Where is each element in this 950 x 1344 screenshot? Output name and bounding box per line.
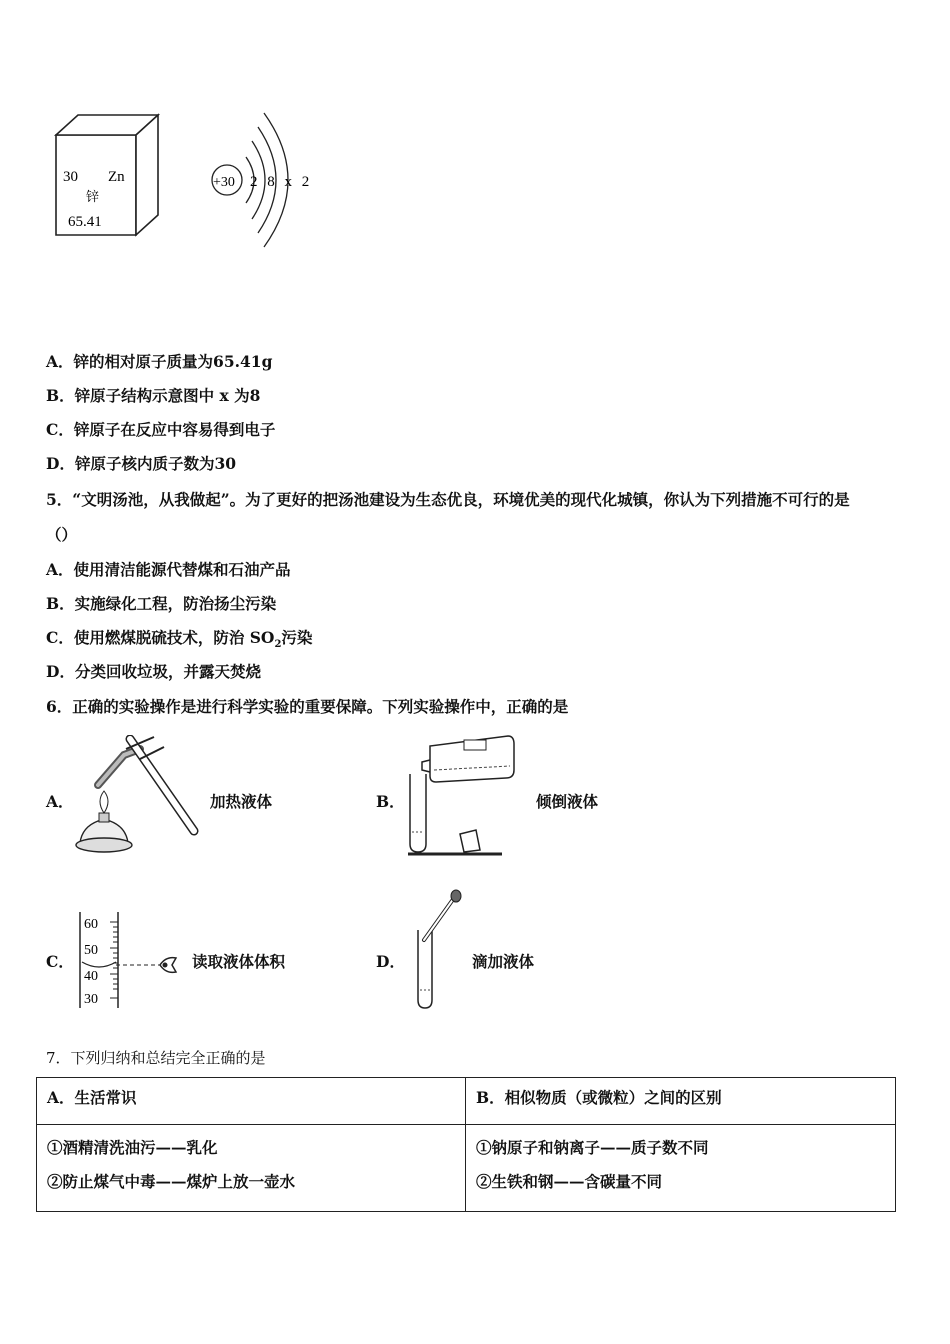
eye-icon [160,958,176,973]
q4-option-a: A．锌的相对原子质量为65.41g [46,352,273,371]
dropper-figure [410,888,470,1016]
q5-option-a: A．使用清洁能源代替煤和石油产品 [46,560,291,579]
q4-option-b: B．锌原子结构示意图中 x 为8 [46,386,261,405]
tick-30: 30 [84,992,98,1007]
q7-right-cell [466,1125,896,1212]
q7-right-item: ①钠原子和钠离子——质子数不同 [476,1138,709,1157]
q5-paren: （） [46,525,78,544]
q5-stem: 5．“文明汤池，从我做起”。为了更好的把汤池建设为生态优良，环境优美的现代化城镇，你认为下列措施不可行的是 [46,490,850,509]
q7-stem: 7．下列归纳和总结完全正确的是 [46,1049,266,1067]
nucleus-charge: +30 [213,175,235,190]
electron-shells: 2 8 x 2 [250,174,313,190]
element-name: 锌 [86,189,100,204]
q7-left-cell [37,1125,466,1212]
q7-right-item: ②生铁和钢——含碳量不同 [476,1172,663,1191]
element-symbol: Zn [108,169,125,185]
q6-option-a-caption: 加热液体 [210,792,273,811]
q6-option-c-key: C． [46,952,74,971]
q7-left-item: ②防止煤气中毒——煤炉上放一壶水 [47,1172,296,1191]
graduated-cylinder-figure [76,910,186,1010]
q6-option-d-key: D． [376,952,405,971]
q7-left-header: A．生活常识 [37,1078,466,1125]
q5-option-d: D．分类回收垃圾，并露天焚烧 [46,662,261,681]
tick-40: 40 [84,969,98,984]
atomic-number: 30 [63,169,78,185]
q7-table [36,1077,896,1212]
q6-option-a-key: A． [46,792,74,811]
tick-60: 60 [84,917,98,932]
q6-stem: 6．正确的实验操作是进行科学实验的重要保障。下列实验操作中，正确的是 [46,697,569,716]
heating-liquid-figure [68,735,208,865]
q5-option-c: C．使用燃煤脱硫技术，防治 $SO_2$污染 [46,628,313,651]
q4-option-c: C．锌原子在反应中容易得到电子 [46,420,276,439]
q7-right-header: B．相似物质（或微粒）之间的区别 [466,1078,896,1125]
q6-option-b-caption: 倾倒液体 [536,792,599,811]
tick-50: 50 [84,943,98,958]
q6-option-c-caption: 读取液体体积 [192,952,286,971]
zinc-element-figure [50,105,320,255]
q4-option-d: D．锌原子核内质子数为30 [46,454,237,473]
atomic-mass: 65.41 [68,214,102,230]
q7-left-item: ①酒精清洗油污——乳化 [47,1138,218,1157]
pouring-liquid-figure [400,732,520,860]
q6-option-b-key: B． [376,792,405,811]
q5-option-b: B．实施绿化工程，防治扬尘污染 [46,594,277,613]
q6-option-d-caption: 滴加液体 [472,952,535,971]
